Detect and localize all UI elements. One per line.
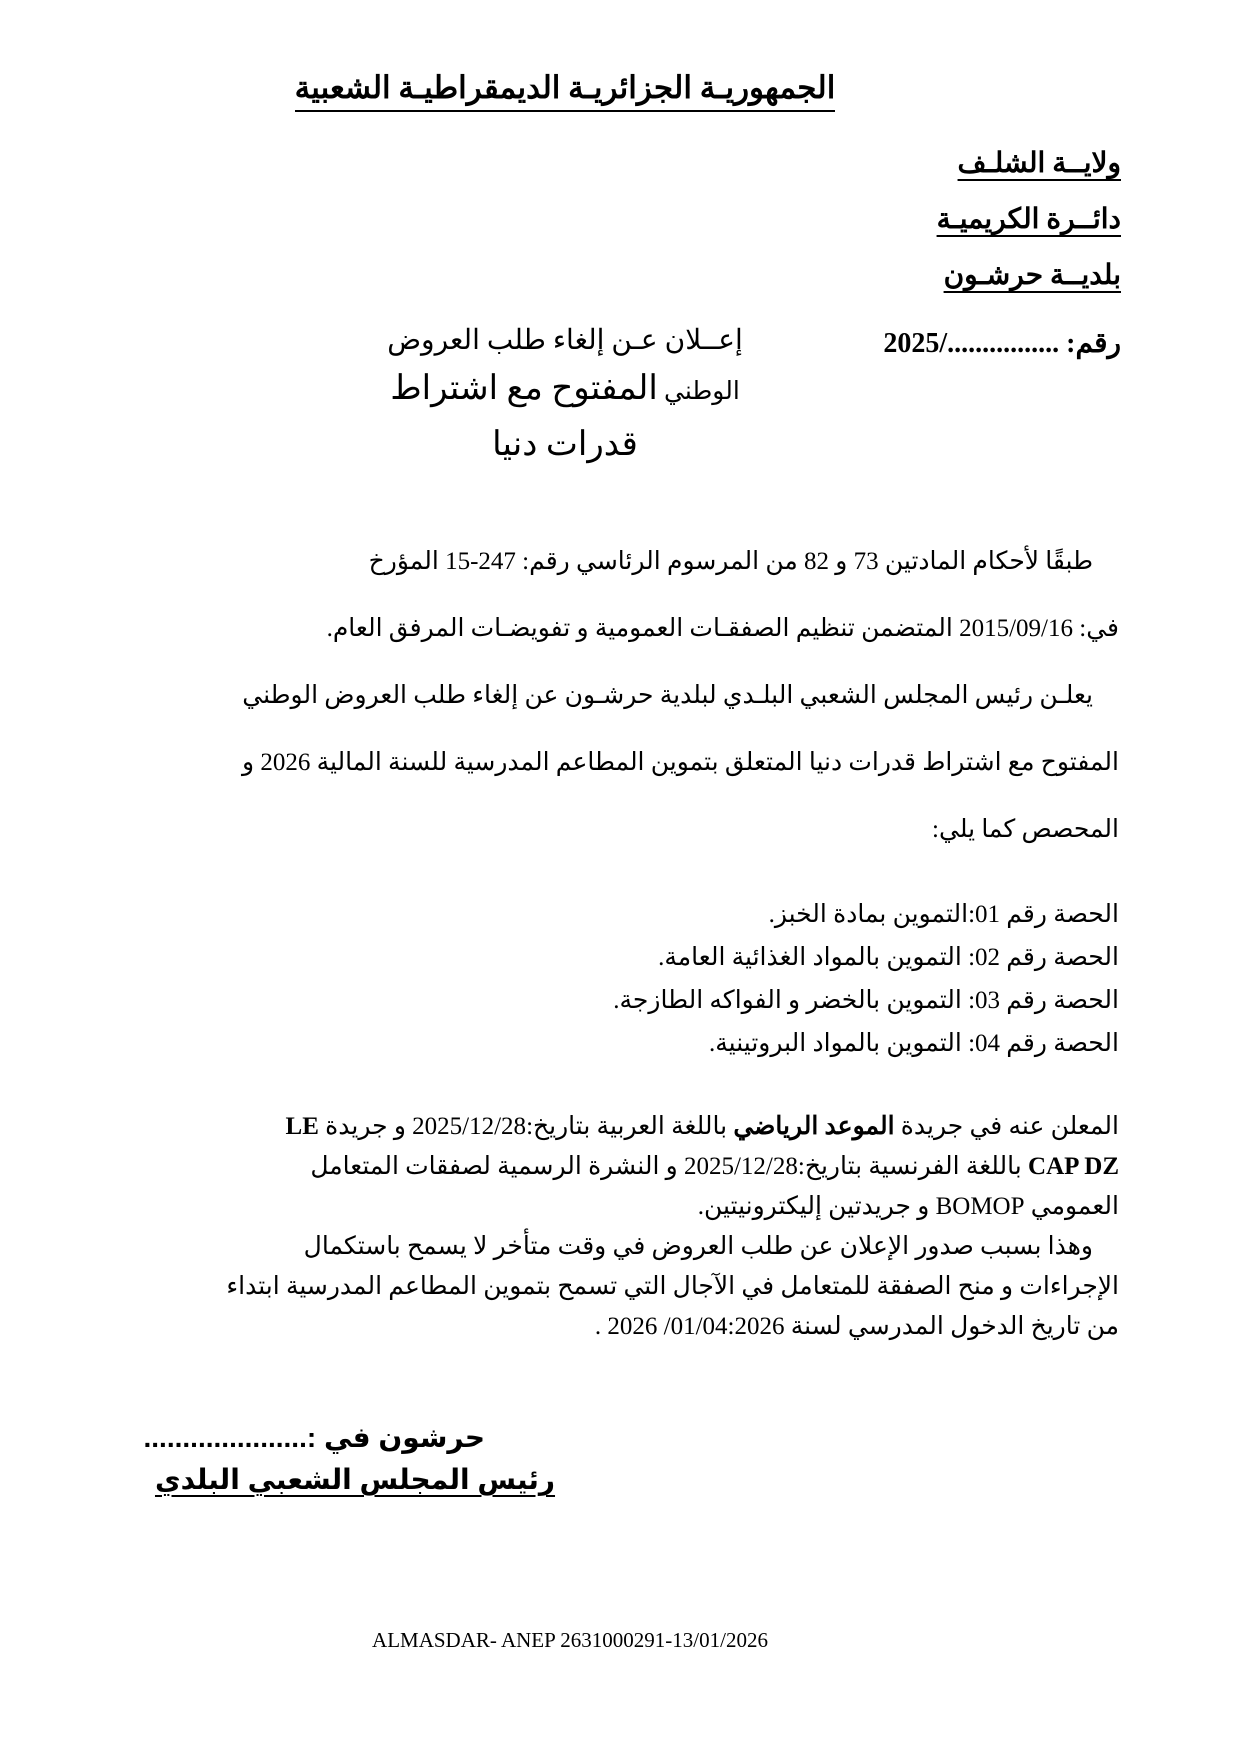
legal-basis-line1: طبقًا لأحكام المادتين 73 و 82 من المرسوم الرئاسي رقم: 247-15 المؤرخ (368, 548, 1093, 575)
announcement-title-line2-small: الوطني (657, 378, 740, 405)
paragraph-legal-basis (137, 528, 1119, 662)
reason-line3: من تاريخ الدخول المدرسي لسنة 01/04:2026/ 2026 . (594, 1313, 1119, 1340)
reason-line2: الإجراءات و منح الصفقة للمتعامل في الآجال التي تسمح بتموين المطاعم المدرسية ابتداء (226, 1273, 1119, 1300)
body-text (137, 528, 1119, 1347)
administrative-header (937, 146, 1121, 314)
newspaper-french-name-part2: CAP DZ (1028, 1153, 1119, 1180)
publication-line1-text-c: باللغة العربية بتاريخ:2025/12/28 و جريدة (318, 1113, 734, 1140)
daira-line: دائــرة الكريميـة (936, 204, 1121, 235)
paragraph-cancellation (137, 662, 1119, 863)
lots-list (137, 893, 1119, 1065)
lot-item-2: الحصة رقم 02: التموين بالمواد الغذائية العامة. (658, 944, 1119, 971)
document-title-wrap (140, 70, 990, 112)
publication-line3: العمومي BOMOP و جريدتين إليكترونيتين. (697, 1193, 1119, 1220)
republic-title: الجمهوريـة الجزائريـة الديمقراطيـة الشعبية (295, 70, 836, 112)
signature-title: رئيس المجلس الشعبي البلدي (154, 1464, 556, 1495)
reference-number-line: رقم: ................/2025 (883, 328, 1121, 359)
lot-item-1: الحصة رقم 01:التموين بمادة الخبز. (768, 901, 1119, 928)
lot-item-3: الحصة رقم 03: التموين بالخضر و الفواكه الطازجة. (613, 987, 1119, 1014)
signature-place-date: حرشون في :..................... (143, 1422, 485, 1453)
publication-line1-text-a: المعلن عنه في جريدة (894, 1113, 1119, 1140)
lot-item-4: الحصة رقم 04: التموين بالمواد البروتينية. (709, 1030, 1119, 1057)
announcement-title-line1: إعــلان عـن إلغاء طلب العروض (387, 325, 743, 356)
announcement-title-line2-large: المفتوح مع اشتراط (390, 370, 658, 407)
cancellation-line2: المفتوح مع اشتراط قدرات دنيا المتعلق بتموين المطاعم المدرسية للسنة المالية 2026 و (242, 749, 1119, 776)
publication-line2-text: باللغة الفرنسية بتاريخ:2025/12/28 و النشرة الرسمية لصفقات المتعامل (310, 1153, 1029, 1180)
wilaya-line: ولايــة الشلـف (957, 148, 1121, 179)
cancellation-line3: المحصص كما يلي: (932, 816, 1119, 843)
announcement-title-line3: قدرات دنيا (492, 426, 638, 463)
newspaper-arabic-name: الموعد الرياضي (733, 1113, 895, 1140)
paragraph-publication (137, 1107, 1119, 1347)
newspaper-french-name-part1: LE (285, 1113, 319, 1140)
signature-block (125, 1418, 585, 1502)
announcement-title-line2 (285, 364, 845, 420)
publication-line2 (137, 1147, 1119, 1187)
reason-line1: وهذا بسبب صدور الإعلان عن طلب العروض في وقت متأخر لا يسمح باستكمال (303, 1233, 1093, 1260)
commune-line: بلديــة حرشـون (943, 260, 1121, 291)
footer-anep-reference: ALMASDAR- ANEP 2631000291-13/01/2026 (372, 1628, 768, 1652)
announcement-title (285, 318, 845, 470)
cancellation-line1: يعلـن رئيس المجلس الشعبي البلـدي لبلدية حرشـون عن إلغاء طلب العروض الوطني (242, 682, 1093, 709)
legal-basis-line2: في: 2015/09/16 المتضمن تنظيم الصفقـات العمومية و تفويضـات المرفق العام. (326, 615, 1119, 642)
publication-line1 (137, 1107, 1119, 1147)
